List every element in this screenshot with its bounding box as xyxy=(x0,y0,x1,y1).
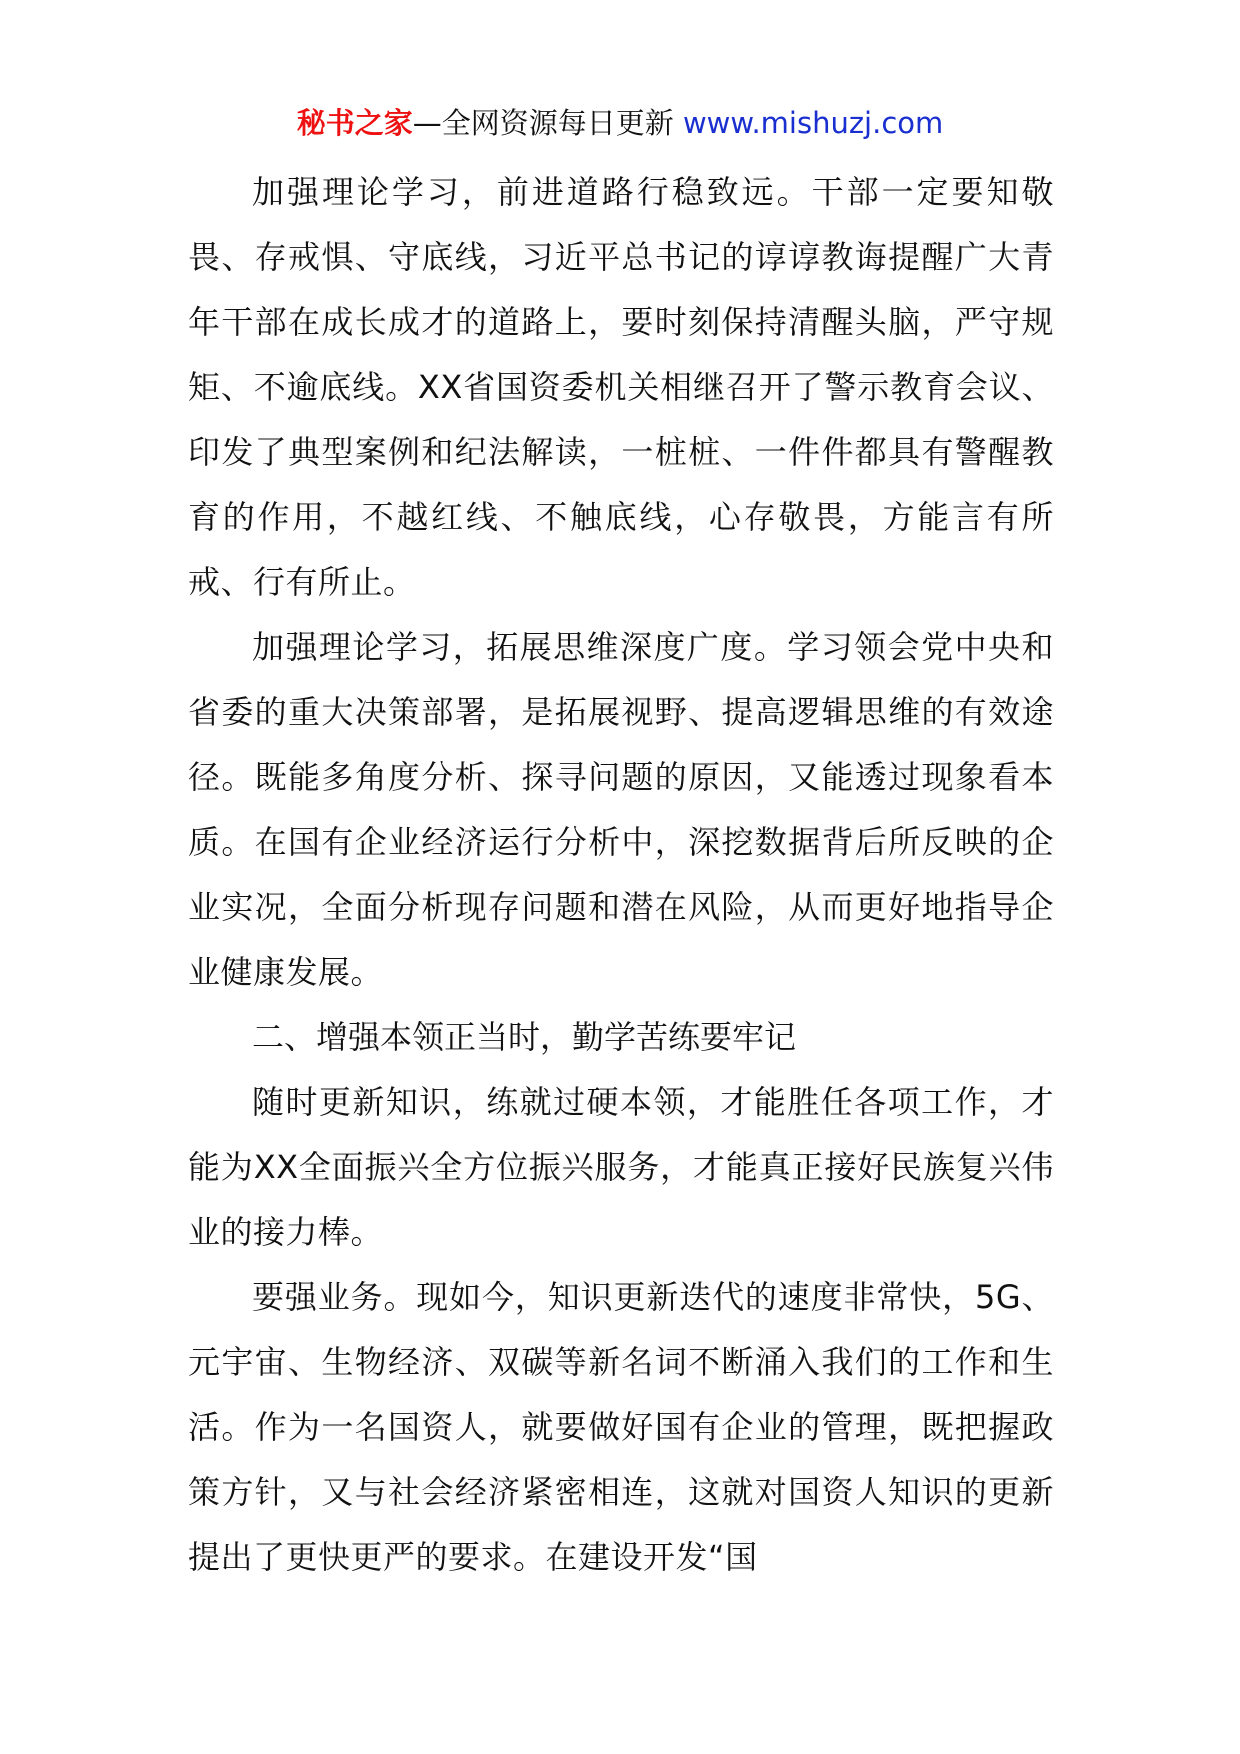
paragraph-theory-study-2: 加强理论学习，拓展思维深度广度。学习领会党中央和省委的重大决策部署，是拓展视野、提高逻辑思维的有效途径。既能多角度分析、探寻问题的原因，又能透过现象看本质。在国有企业经济运行分析中，深挖数据背后所反映的企业实况，全面分析现存问题和潜在风险，从而更好地指导企业健康发展。 xyxy=(188,628,1054,991)
paragraph-theory-study-1: 加强理论学习，前进道路行稳致远。干部一定要知敬畏、存戒惧、守底线，习近平总书记的谆谆教诲提醒广大青年干部在成长成才的道路上，要时刻保持清醒头脑，严守规矩、不逾底线。XX省国资委机关相继召开了警示教育会议、印发了典型案例和纪法解读，一桩桩、一件件都具有警醒教育的作用，不越红线、不触底线，心存敬畏，方能言有所戒、行有所止。 xyxy=(188,173,1054,601)
header-slogan: —全网资源每日更新 xyxy=(412,106,674,140)
document-body xyxy=(188,160,1054,1590)
section-heading-2: 二、增强本领正当时，勤学苦练要牢记 xyxy=(252,1018,797,1056)
header-brand: 秘书之家 xyxy=(296,106,413,140)
page-header xyxy=(0,103,1240,143)
paragraph-skills-intro: 随时更新知识，练就过硬本领，才能胜任各项工作，才能为XX全面振兴全方位振兴服务，才能真正接好民族复兴伟业的接力棒。 xyxy=(188,1083,1054,1251)
paragraph-strengthen-business: 要强业务。现如今，知识更新迭代的速度非常快，5G、元宇宙、生物经济、双碳等新名词不断涌入我们的工作和生活。作为一名国资人，就要做好国有企业的管理，既把握政策方针，又与社会经济紧密相连，这就对国资人知识的更新提出了更快更严的要求。在建设开发“国 xyxy=(188,1278,1054,1576)
header-site-link[interactable]: www.mishuzj.com xyxy=(682,106,944,140)
